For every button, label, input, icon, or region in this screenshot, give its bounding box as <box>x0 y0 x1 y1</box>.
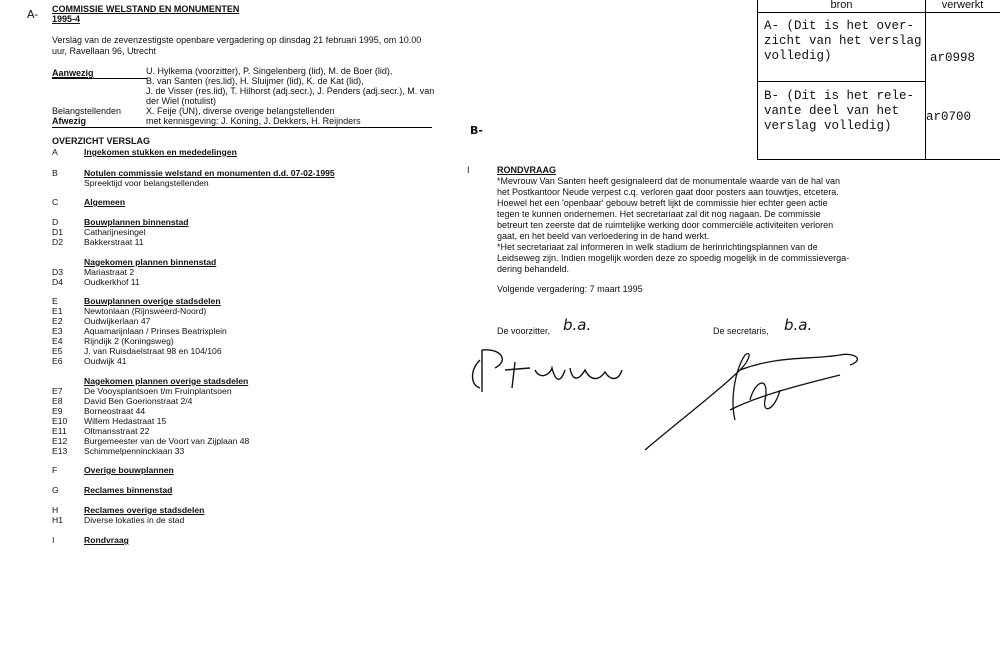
paragraph-line: Leidseweg zijn. Indien mogelijk worden deze zo spoedig mogelijk in de commissieverga- <box>497 253 850 263</box>
present-line: J. de Visser (res.lid), T. Hilhorst (adj.secr.), J. Penders (adj.secr.), M. van <box>146 86 435 96</box>
overview-title: OVERZICHT VERSLAG <box>52 136 151 146</box>
absent-text: met kennisgeving: J. Koning, J. Dekkers, H. Reijnders <box>146 116 361 126</box>
secretary-label: De secretaris, <box>713 326 769 336</box>
chair-signature <box>460 340 630 410</box>
stakeholders-text: X. Feije (UN), diverse overige belangstellenden <box>146 106 335 116</box>
stamp-note-a: A- (Dit is het over- zicht van het verslag volledig) <box>764 19 922 63</box>
stamp-header-verwerkt: verwerkt <box>941 0 984 11</box>
paragraph-line: gaat, en het beeld van verloedering in de hand werkt. <box>497 231 710 241</box>
section-title: RONDVRAAG <box>497 165 557 175</box>
next-meeting: Volgende vergadering: 7 maart 1995 <box>497 284 643 294</box>
chair-ba: b.a. <box>563 316 592 334</box>
present-line: der Wiel (notulist) <box>146 96 217 106</box>
present-line: U. Hylkema (voorzitter), P. Singelenberg (lid), M. de Boer (lid), <box>146 66 393 76</box>
present-line: B. van Santen (res.lid), H. Sluijmer (lid), K. de Kat (lid), <box>146 76 364 86</box>
intro-line-2: uur, Ravellaan 96, Utrecht <box>52 46 157 56</box>
paragraph-line: tegen te kunnen ondernemen. Het secretariaat zal dit nog nagaan. De commissie <box>497 209 821 219</box>
archive-stamp <box>757 0 1000 160</box>
paragraph-line: betreurt ten zeerste dat de ruimtelijke werking door commerciële activiteiten verloren <box>497 220 834 230</box>
section-code: I <box>467 165 470 175</box>
marker-a: A- <box>27 8 39 21</box>
paragraph-line: Hoewel het een 'openbaar' gebouw betreft lijkt de commissie hier echter geen actie <box>497 198 828 208</box>
absent-label: Afwezig <box>52 116 87 126</box>
paragraph-line: *Het secretariaat zal informeren in welk stadium de herinrichtingsplannen van de <box>497 242 818 252</box>
present-label: Aanwezig <box>52 68 94 78</box>
stamp-header-bron: bron <box>830 0 853 11</box>
stamp-code-a: ar0998 <box>930 51 976 65</box>
secretary-signature <box>640 340 880 460</box>
stamp-note-b: B- (Dit is het rele- vante deel van het verslag volledig) <box>764 89 915 133</box>
intro-line-1: Verslag van de zevenzestigste openbare vergadering op dinsdag 21 februari 1995, om 10.00 <box>52 35 422 45</box>
stamp-code-b: ar0700 <box>926 110 972 124</box>
paragraph-line: het Postkantoor Neude verpest c.q. verloren gaat door posters aan touwtjes, etcetera. <box>497 187 839 197</box>
paragraph-line: dering behandeld. <box>497 264 570 274</box>
chair-label: De voorzitter, <box>497 326 551 336</box>
marker-b: B- <box>470 124 483 137</box>
stakeholders-label: Belangstellenden <box>52 106 122 116</box>
overview-list: A Ingekomen stukken en mededelingen B Notulen commissie welstand en monumenten d.d. 07-02-1995 Spreektijd voor belangstellenden C Algemeen D Bouwplannen binnenstad D1 Catharijnesingel D2 Bakkerstraat 11 Nagekomen plannen binnenstad D3 Mariastraat 2 D4 Oudkerkhof 11 E Bouwplannen overige stadsdelen E1 Newtonlaan (Rijnsweerd-Noord) E2 Oudwijkerlaan 47 E3 Aquamarijnlaan / Prinses Beatrixplein E4 Rijndijk 2 (Koningsweg) E5 J. van Ruisdaelstraat 98 en 104/106 E6 Oudwijk 41 Nagekomen plannen overige stadsdelen E7 De Vooysplantsoen t/m Fruinplantsoen E8 David Ben Goerionstraat 2/4 E9 Borneostraat 44 E10 Willem Hedastraat 15 E11 Oltmansstraat 22 E12 Burgemeester van de Voort van Zijplaan 48 E13 Schimmelpenninckiaan 33 F Overige bouwplannen G Reclames binnenstad H Reclames overige stadsdelen H1 Diverse lokaties in de stad I Rondvraag <box>52 147 335 545</box>
paragraph-line: *Mevrouw Van Santen heeft gesignaleerd dat de monumentale waarde van de hal van <box>497 176 841 186</box>
doc-number: 1995-4 <box>52 14 81 24</box>
doc-title: COMMISSIE WELSTAND EN MONUMENTEN <box>52 4 240 14</box>
rondvraag-paragraph <box>497 176 897 275</box>
secretary-ba: b.a. <box>784 316 813 334</box>
